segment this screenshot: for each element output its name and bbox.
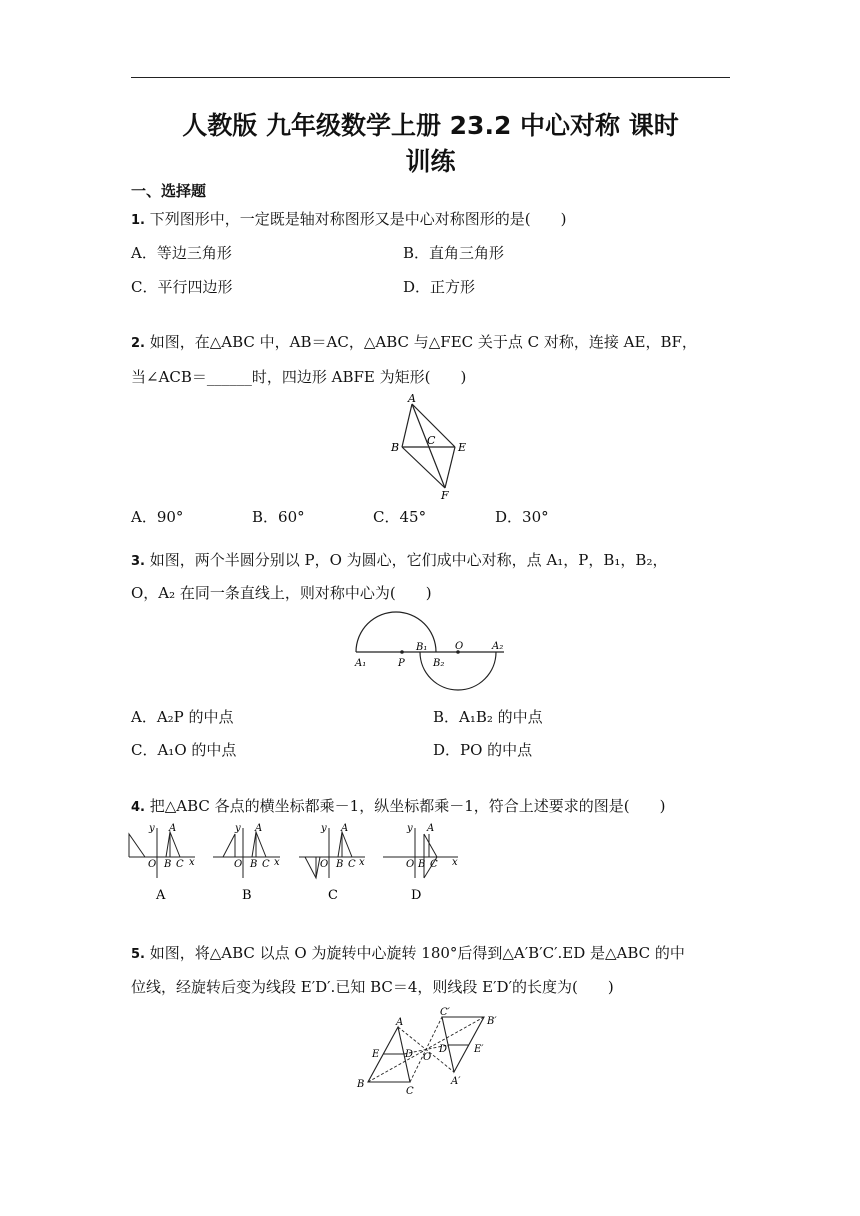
b-o: O xyxy=(234,859,243,870)
a-c: C xyxy=(176,859,184,870)
label-b1: B₁ xyxy=(416,642,428,653)
page-title-line1: 人教版 九年级数学上册 23.2 中心对称 课时 xyxy=(182,111,679,140)
header-rule xyxy=(131,77,730,78)
label-d-prime: D′ xyxy=(439,1044,450,1055)
question-2-line1 xyxy=(131,331,697,352)
label-a: A xyxy=(396,1017,404,1028)
a-b: B xyxy=(164,859,172,870)
caption-a: A xyxy=(156,888,166,903)
question-text: 如图，两个半圆分别以 P，O 为圆心，它们成中心对称，点 A₁，P，B₁，B₂， xyxy=(144,551,668,569)
question-1 xyxy=(131,208,566,229)
q3-option-b: B．A₁B₂ 的中点 xyxy=(433,708,543,726)
q2-option-a: A．90° xyxy=(131,508,184,526)
label-a: A xyxy=(408,392,416,405)
label-e: E xyxy=(458,441,467,454)
c-y: y xyxy=(321,823,327,834)
label-o: O xyxy=(423,1052,432,1063)
question-text: 把△ABC 各点的横坐标都乘－1，纵坐标都乘－1，符合上述要求的图是( ) xyxy=(144,797,666,815)
b-a: A xyxy=(255,823,263,834)
question-4 xyxy=(131,795,665,816)
a-a: A xyxy=(169,823,177,834)
q3-option-d: D．PO 的中点 xyxy=(433,741,533,759)
question-text: 如图，在△ABC 中，AB＝AC，△ABC 与△FEC 关于点 C 对称，连接 AE，BF， xyxy=(144,333,697,351)
a-o: O xyxy=(148,859,157,870)
caption-b: B xyxy=(242,888,252,903)
q5-figure xyxy=(350,1000,520,1098)
q2-option-b: B．60° xyxy=(252,508,305,526)
label-c-prime: C′ xyxy=(440,1007,450,1018)
question-text: 下列图形中，一定既是轴对称图形又是中心对称图形的是( ) xyxy=(144,210,567,228)
c-b: B xyxy=(336,859,344,870)
c-x: x xyxy=(359,857,365,868)
label-a2: A₂ xyxy=(492,641,504,652)
b-x: x xyxy=(274,857,280,868)
c-o: O xyxy=(320,859,329,870)
label-b: B xyxy=(391,441,400,454)
label-b-prime: B′ xyxy=(487,1016,497,1027)
q4-figure xyxy=(125,820,470,905)
q1-option-a: A．等边三角形 xyxy=(131,244,232,262)
label-d: D xyxy=(405,1049,414,1060)
caption-c: C xyxy=(328,888,338,903)
label-e-prime: E′ xyxy=(474,1044,484,1055)
a-y: y xyxy=(149,823,155,834)
q1-option-b: B．直角三角形 xyxy=(403,244,505,262)
question-number: 2. xyxy=(131,336,145,351)
b-y: y xyxy=(235,823,241,834)
label-c: C xyxy=(427,434,436,447)
section-heading: 一、选择题 xyxy=(131,182,207,200)
label-o: O xyxy=(455,641,464,652)
question-number: 4. xyxy=(131,800,145,815)
q1-option-c: C．平行四边形 xyxy=(131,278,233,296)
question-3-line2: O，A₂ 在同一条直线上，则对称中心为( ) xyxy=(131,584,432,602)
a-x: x xyxy=(189,857,195,868)
d-x: x xyxy=(452,857,458,868)
question-5-line2: 位线，经旋转后变为线段 E′D′.已知 BC＝4，则线段 E′D′的长度为( ) xyxy=(131,978,614,996)
q3-option-a: A．A₂P 的中点 xyxy=(131,708,234,726)
label-c: C xyxy=(406,1086,414,1097)
page-title-line2: 训练 xyxy=(405,147,456,176)
label-e: E xyxy=(372,1049,380,1060)
q1-option-d: D．正方形 xyxy=(403,278,476,296)
d-a: A xyxy=(427,823,435,834)
question-text: 如图，将△ABC 以点 O 为旋转中心旋转 180°后得到△A′B′C′.ED 是△ABC 的中 xyxy=(144,944,685,962)
q3-option-c: C．A₁O 的中点 xyxy=(131,741,237,759)
d-y: y xyxy=(407,823,413,834)
c-a: A xyxy=(341,823,349,834)
label-f: F xyxy=(441,489,449,502)
d-c: C xyxy=(430,859,438,870)
question-2-line2: 当∠ACB＝______时，四边形 ABFE 为矩形( ) xyxy=(131,368,467,386)
d-b: B xyxy=(418,859,426,870)
label-a1: A₁ xyxy=(355,658,367,669)
question-5-line1 xyxy=(131,942,685,963)
q2-option-c: C．45° xyxy=(373,508,427,526)
q2-figure xyxy=(385,390,475,502)
q2-option-d: D．30° xyxy=(495,508,549,526)
b-c: C xyxy=(262,859,270,870)
question-3-line1 xyxy=(131,549,667,570)
q3-figure xyxy=(350,605,510,695)
d-o: O xyxy=(406,859,415,870)
question-number: 1. xyxy=(131,213,145,228)
caption-d: D xyxy=(411,888,422,903)
question-number: 5. xyxy=(131,947,145,962)
label-b2: B₂ xyxy=(433,658,445,669)
question-number: 3. xyxy=(131,554,145,569)
c-c: C xyxy=(348,859,356,870)
b-b: B xyxy=(250,859,258,870)
label-p: P xyxy=(398,658,405,669)
label-a-prime: A′ xyxy=(451,1076,461,1087)
label-b: B xyxy=(357,1079,365,1090)
